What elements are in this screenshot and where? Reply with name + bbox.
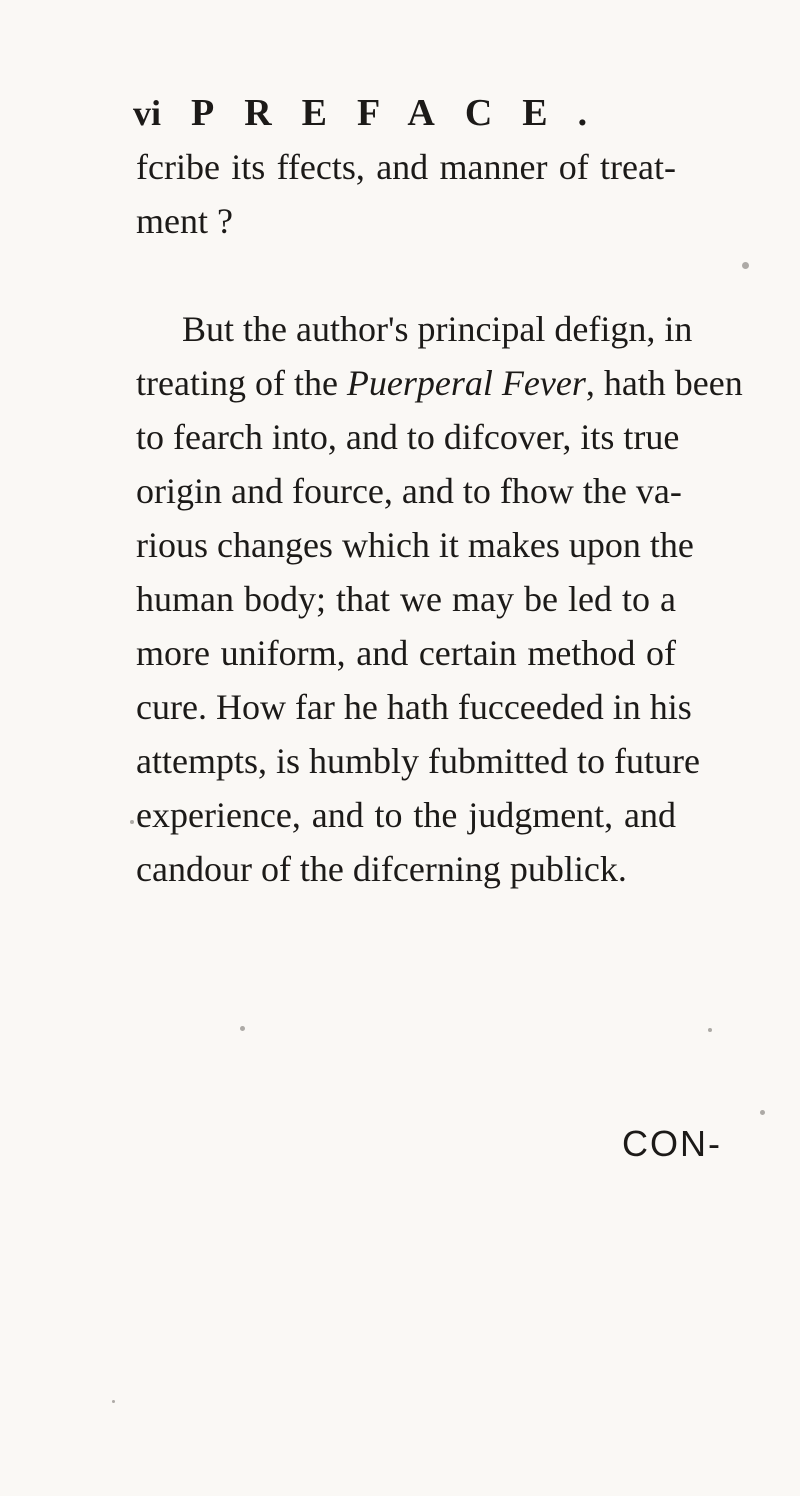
text-line: to fearch into, and to difcover, its true: [136, 417, 680, 457]
paper-speck: [112, 1400, 115, 1403]
text-line: fcribe its ffects, and manner of treat-: [136, 147, 676, 187]
catchword: CON-: [622, 1123, 722, 1164]
text-fragment: treating of the: [136, 363, 347, 403]
text-line: human body; that we may be led to a: [136, 579, 676, 619]
text-line: experience, and to the judgment, and: [136, 795, 676, 835]
text-line-with-italic: [136, 356, 743, 410]
paper-speck: [760, 1110, 765, 1115]
text-line: rious changes which it makes upon the: [136, 525, 694, 565]
paper-speck: [708, 1028, 712, 1032]
text-fragment: , hath been: [585, 363, 743, 403]
text-line: cure. How far he hath fucceeded in his: [136, 687, 692, 727]
text-line: candour of the difcerning publick.: [136, 849, 627, 889]
page-header: [133, 92, 673, 134]
page-number: vi: [133, 93, 162, 133]
paper-speck: [742, 262, 749, 269]
text-line: more uniform, and certain method of: [136, 633, 676, 673]
text-line: attempts, is humbly fubmitted to future: [136, 741, 700, 781]
paragraph-gap: [136, 248, 676, 302]
text-line: origin and fource, and to fhow the va-: [136, 471, 682, 511]
running-title: PREFACE.: [191, 92, 618, 134]
body-text: [136, 140, 743, 896]
text-line: But the author's principal defign, in: [182, 309, 693, 349]
text-line: ment ?: [136, 201, 233, 241]
italic-title: Puerperal Fever: [346, 363, 586, 403]
paper-speck: [130, 820, 134, 824]
paper-speck: [240, 1026, 245, 1031]
